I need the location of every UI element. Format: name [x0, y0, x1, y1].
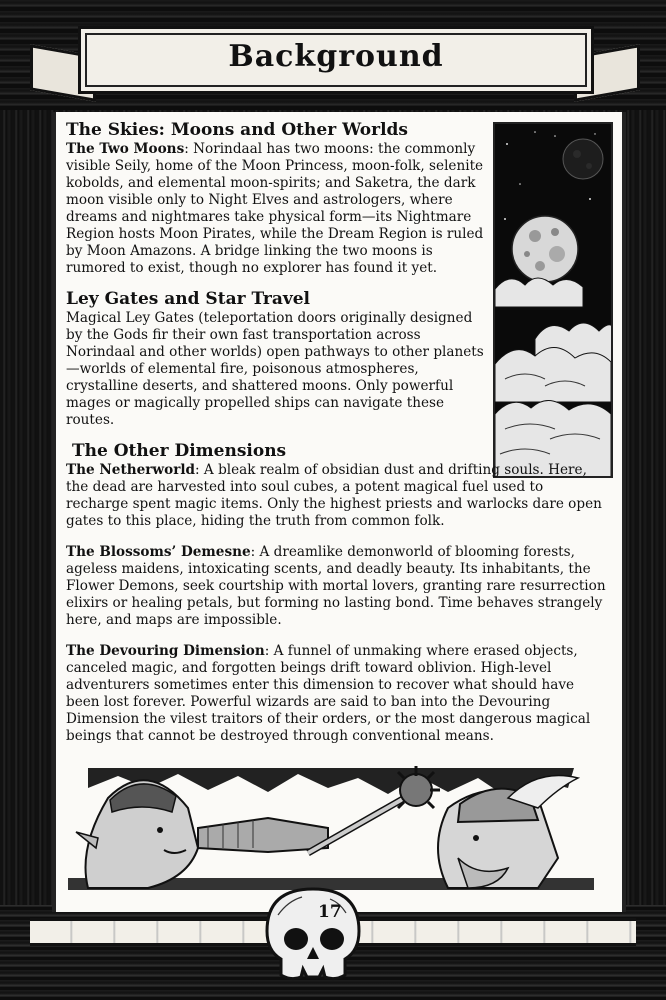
- section-skies: [66, 122, 606, 277]
- term-netherworld: The Netherworld: [66, 462, 196, 478]
- page-title: Background: [228, 39, 444, 74]
- term-two-moons: The Two Moons: [66, 141, 185, 157]
- goblin-dwarf-duel-illustration: [68, 758, 594, 890]
- term-devouring-dimension: The Devouring Dimension: [66, 643, 265, 659]
- text-netherworld: : A bleak realm of obsidian dust and drifting souls. Here, the dead are harvested into soul cubes, a potent magical fuel used to recharge spent magic items. Only the highest priests and warlocks dare open gates to this place, hiding the truth from common folk.: [66, 462, 602, 529]
- skull-icon: [258, 885, 368, 983]
- paragraph-two-moons: [66, 141, 486, 277]
- page-number: 17: [318, 902, 342, 922]
- section-heading-skies: The Skies: Moons and Other Worlds: [66, 120, 408, 140]
- paragraph-ley-gates: Magical Ley Gates (teleportation doors originally designed by the Gods fir their own fast transportation across Norindaal and other worlds) open pathways to other planets—worlds of elemental fire, poisonous atmospheres, crystalline deserts, and shattered moons. Only powerful mages or magically propelled ships can navigate these routes.: [66, 310, 484, 428]
- text-blossoms-demesne: : A dreamlike demonworld of blooming forests, ageless maidens, intoxicating scents, and deadly beauty. Its inhabitants, the Flower Demons, seek courtship with mortal lovers, granting rare resurrection elixirs or healing petals, but forming no lasting bond. Time behaves strangely here, and maps are impossible.: [66, 544, 606, 628]
- title-banner: [78, 26, 594, 94]
- content-area: [66, 122, 606, 759]
- text-devouring-dimension: : A funnel of unmaking where erased objects, canceled magic, and forgotten beings drift toward oblivion. High-level adventurers sometimes enter this dimension to recover what should have been lost forever. Powerful wizards are said to ban into the Devouring Dimension the vilest traitors of their orders, or the most dangerous magical beings that cannot be destroyed through conventional means.: [66, 643, 591, 744]
- section-heading-ley-gates: Ley Gates and Star Travel: [66, 289, 310, 309]
- paragraph-netherworld: [66, 462, 606, 530]
- section-ley-gates: [66, 291, 606, 429]
- text-two-moons: : Norindaal has two moons: the commonly visible Seily, home of the Moon Princess, moon-folk, selenite kobolds, and elemental moon-spirits; and Saketra, the dark moon visible only to Night Elves and astrologers, where dreams and nightmares take physical form—its Nightmare Region hosts Moon Pirates, while the Dream Region is ruled by Moon Amazons. A bridge linking the two moons is rumored to exist, though no explorer has found it yet.: [66, 141, 484, 276]
- paragraph-devouring-dimension: [66, 643, 606, 745]
- section-heading-dimensions: The Other Dimensions: [72, 441, 287, 461]
- section-dimensions: [66, 443, 606, 745]
- paragraph-blossoms-demesne: [66, 544, 606, 629]
- term-blossoms-demesne: The Blossoms’ Demesne: [66, 544, 251, 560]
